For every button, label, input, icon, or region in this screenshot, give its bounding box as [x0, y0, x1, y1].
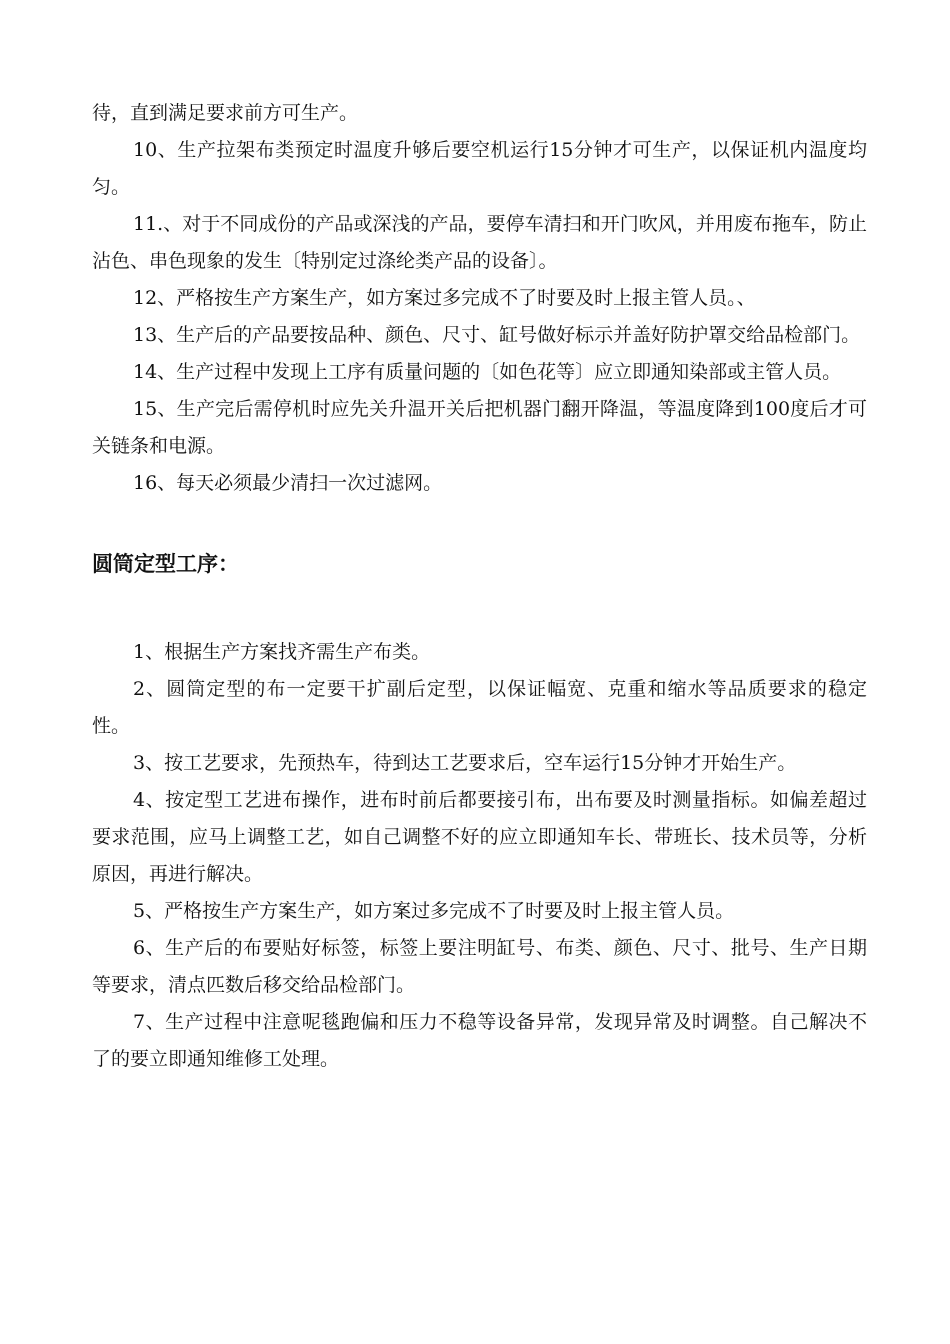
continuation-paragraph: 待，直到满足要求前方可生产。	[92, 102, 359, 124]
procedure-item-2: 2、圆筒定型的布一定要干扩副后定型，以保证幅宽、克重和缩水等品质要求的稳定性。	[92, 678, 867, 737]
procedure-item-5: 5、严格按生产方案生产，如方案过多完成不了时要及时上报主管人员。	[133, 900, 735, 922]
procedure-item-6: 6、生产后的布要贴好标签，标签上要注明缸号、布类、颜色、尺寸、批号、生产日期等要求，清点匹数后移交给品检部门。	[92, 937, 867, 996]
rule-item-15: 15、生产完后需停机时应先关升温开关后把机器门翻开降温，等温度降到100度后才可关链条和电源。	[92, 398, 867, 457]
procedure-item-3: 3、按工艺要求，先预热车，待到达工艺要求后，空车运行15分钟才开始生产。	[133, 752, 797, 774]
rule-item-12: 12、严格按生产方案生产，如方案过多完成不了时要及时上报主管人员。、	[133, 287, 756, 309]
rule-item-10: 10、生产拉架布类预定时温度升够后要空机运行15分钟才可生产，以保证机内温度均匀。	[92, 139, 867, 198]
rule-item-16: 16、每天必须最少清扫一次过滤网。	[133, 472, 443, 494]
procedure-item-4: 4、按定型工艺进布操作，进布时前后都要接引布，出布要及时测量指标。如偏差超过要求范围，应马上调整工艺，如自己调整不好的应立即通知车长、带班长、技术员等，分析原因，再进行解决。	[92, 789, 867, 885]
procedure-item-1: 1、根据生产方案找齐需生产布类。	[133, 641, 431, 663]
document-body	[92, 95, 867, 1078]
procedure-item-7: 7、生产过程中注意呢毯跑偏和压力不稳等设备异常，发现异常及时调整。自己解决不了的要立即通知维修工处理。	[92, 1011, 867, 1070]
rule-item-14: 14、生产过程中发现上工序有质量问题的〔如色花等〕应立即通知染部或主管人员。	[133, 361, 842, 383]
rule-item-11: 11.、对于不同成份的产品或深浅的产品，要停车清扫和开门吹风，并用废布拖车，防止沾色、串色现象的发生〔特别定过涤纶类产品的设备〕。	[92, 213, 867, 272]
rule-item-13: 13、生产后的产品要按品种、颜色、尺寸、缸号做好标示并盖好防护罩交给品检部门。	[133, 324, 861, 346]
section-heading: 圆筒定型工序：	[92, 552, 239, 576]
